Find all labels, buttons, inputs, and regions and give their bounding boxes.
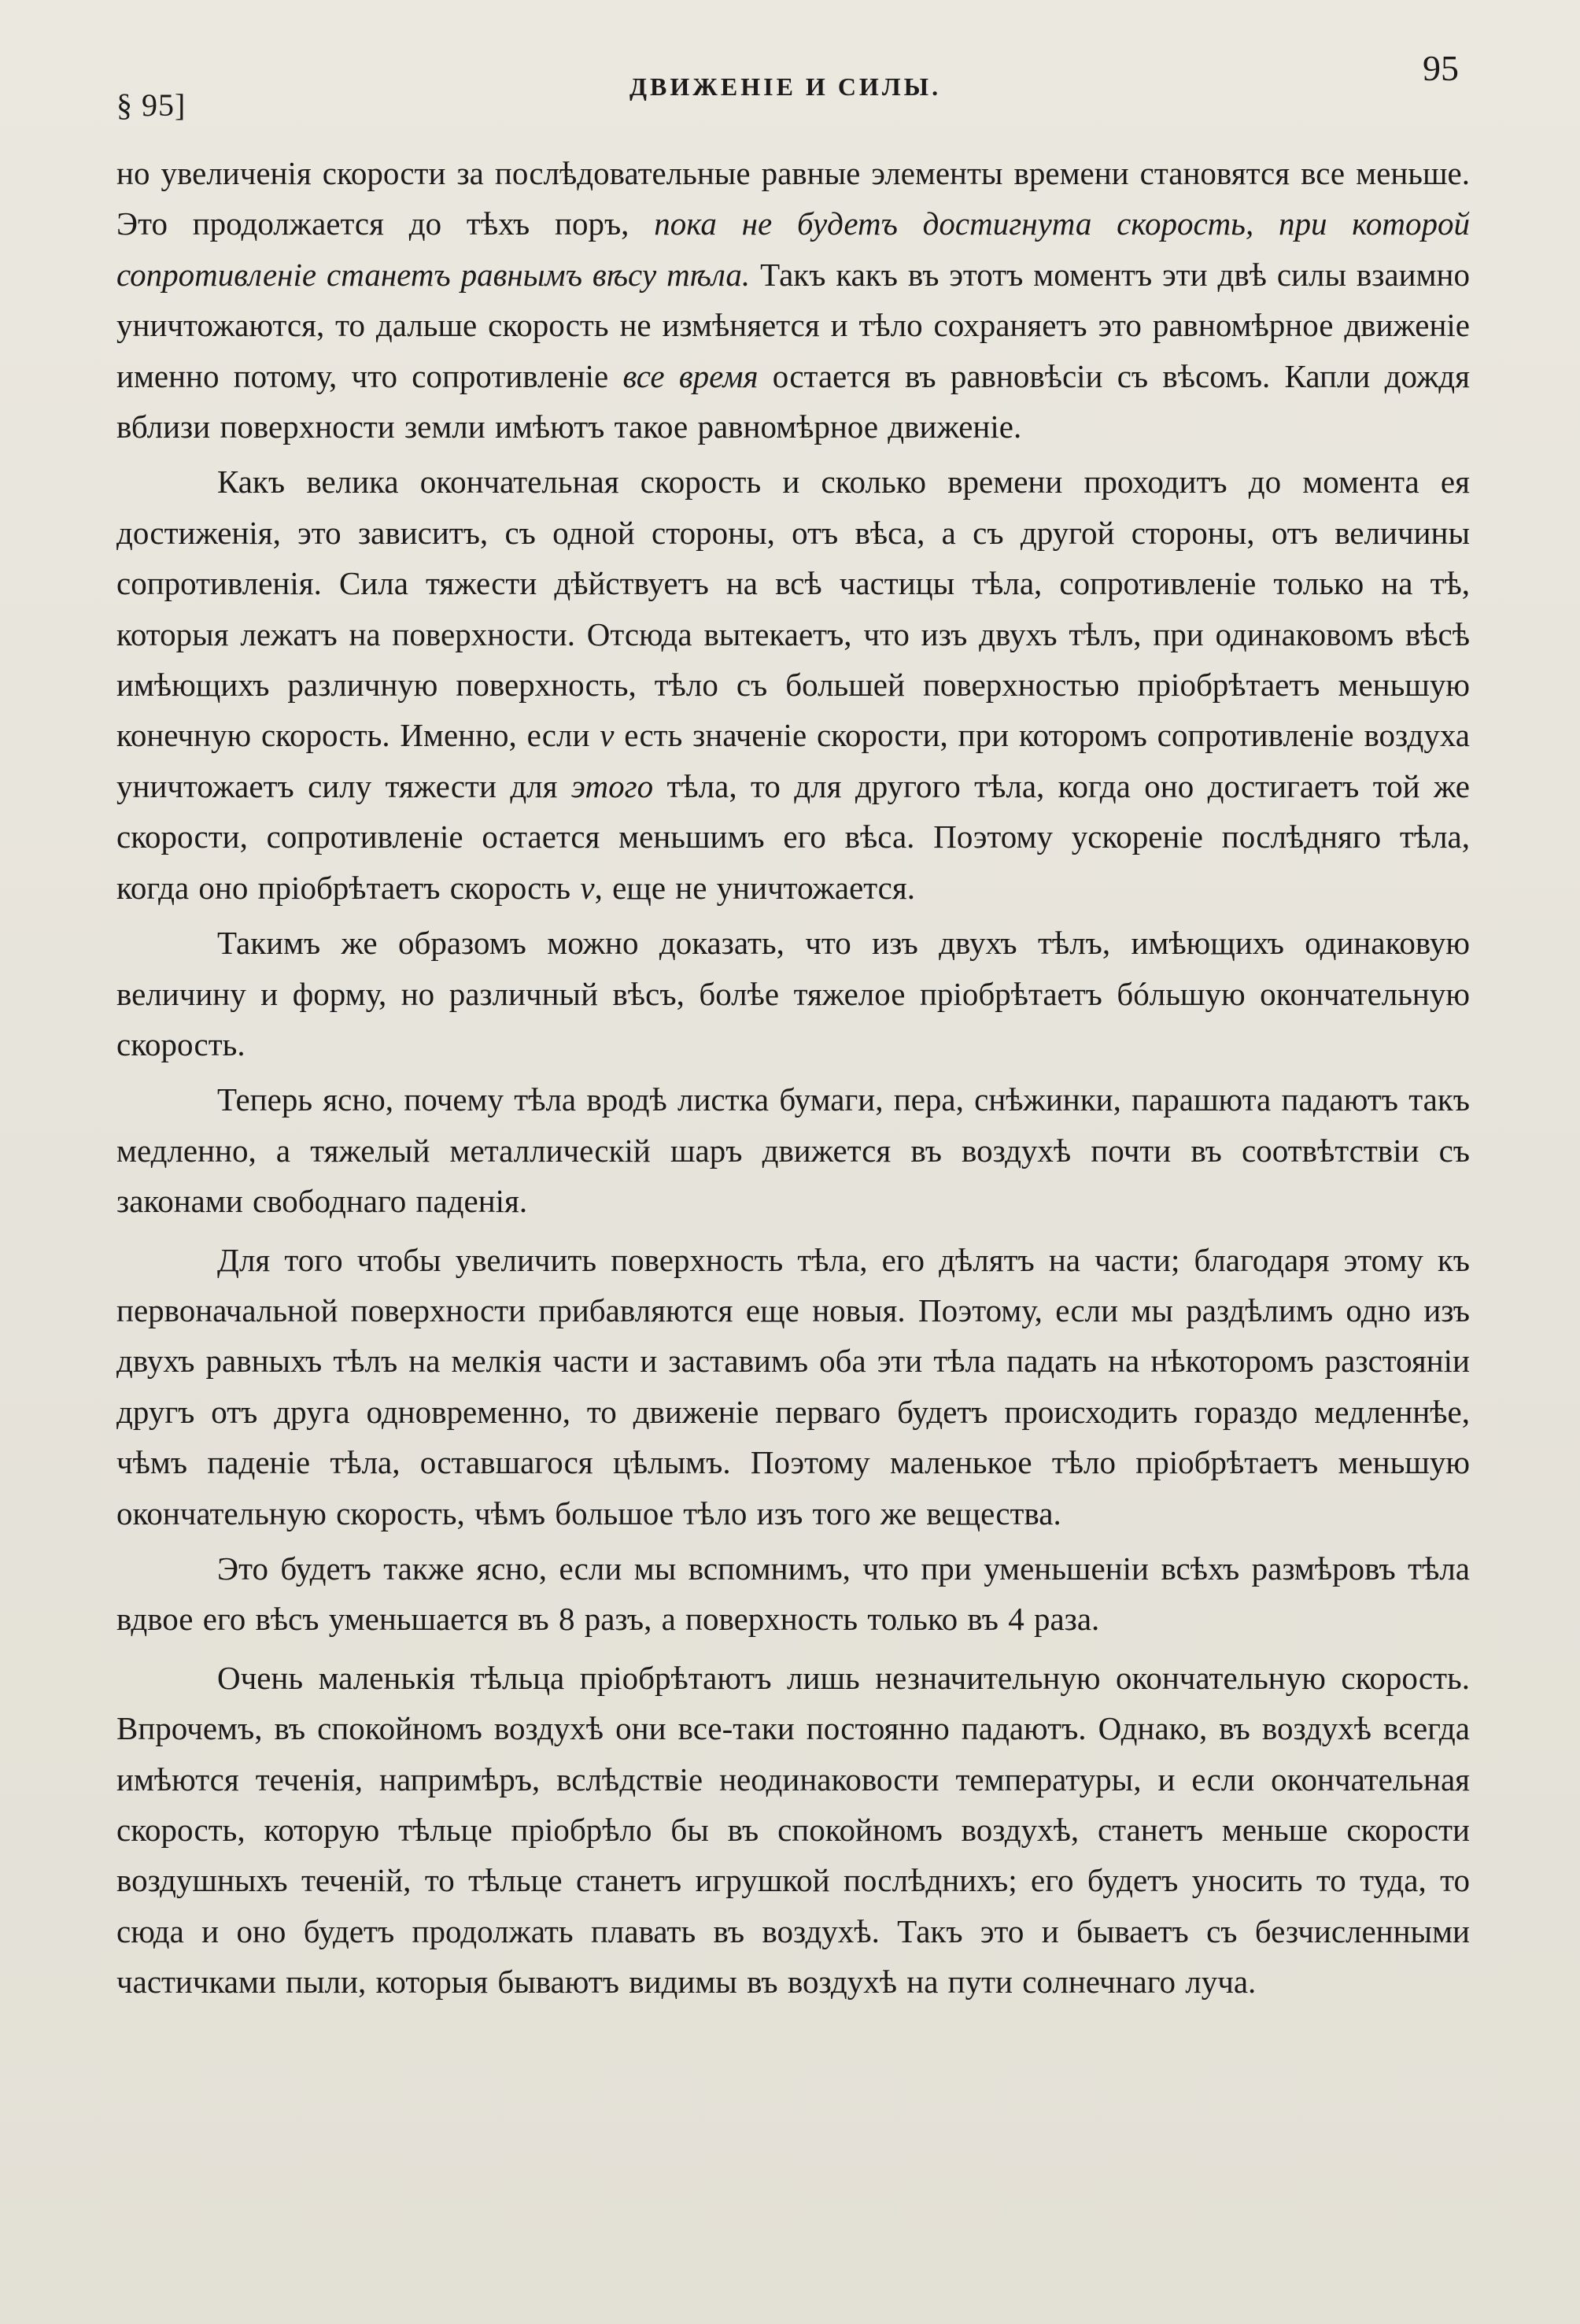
text-run-italic: пока не будетъ достигнута скорость, при которой сопротивленіе станетъ равнымъ вѣсу тѣла. bbox=[116, 205, 1470, 293]
text-run-italic: v bbox=[600, 717, 615, 754]
text-run: Такъ какъ въ этотъ моментъ эти двѣ силы взаимно уничтожаются, то дальше скорость не измѣняется и тѣло сохраняетъ это равномѣрное движеніе именно потому, что сопротивленіе bbox=[116, 256, 1470, 394]
text-run: остается въ равновѣсіи съ вѣсомъ. Капли дождя вблизи поверхности земли имѣютъ такое равномѣрное движеніе. bbox=[116, 357, 1470, 445]
text-run: но увеличенія скорости за послѣдовательные равные элементы времени становятся все меньше. Это продолжается до тѣхъ поръ, bbox=[116, 155, 1470, 242]
paragraph bbox=[116, 148, 1470, 452]
running-title: ДВИЖЕНІЕ И СИЛЫ. bbox=[629, 72, 942, 101]
text-run: тѣла, то для другого тѣла, когда оно достигаетъ той же скорости, сопротивленіе остается меньшимъ его вѣса. Поэтому ускореніе послѣдняго тѣла, когда оно пріобрѣтаетъ скорость bbox=[116, 767, 1470, 906]
paragraph bbox=[116, 918, 1470, 1070]
page-number: 95 bbox=[1423, 48, 1459, 88]
body-text bbox=[116, 148, 1470, 2012]
page-header bbox=[0, 0, 1580, 157]
text-run: Какъ велика окончательная скорость и сколько времени проходитъ до момента ея достиженія, это зависитъ, съ одной стороны, отъ вѣса, а съ другой стороны, отъ величины сопротивленія. Сила тяжести дѣйствуетъ на всѣ частицы тѣла, сопротивленіе только на тѣ, которыя лежатъ на поверхности. Отсюда вытекаетъ, что изъ двухъ тѣлъ, при одинаковомъ вѣсѣ имѣющихъ различную поверхность, тѣло съ большей поверхностью пріобрѣтаетъ меньшую конечную скорость. Именно, если bbox=[116, 464, 1470, 754]
paragraph bbox=[116, 1074, 1470, 1226]
text-run: , еще не уничтожается. bbox=[594, 869, 915, 906]
paragraph bbox=[116, 1653, 1470, 2008]
text-run: Теперь ясно, почему тѣла вродѣ листка бумаги, пера, снѣжинки, парашюта падаютъ такъ медленно, а тяжелый металлическій шаръ движется въ воздухѣ почти въ соотвѣтствіи съ законами свободнаго паденія. bbox=[116, 1081, 1470, 1220]
text-run: Для того чтобы увеличить поверхность тѣла, его дѣлятъ на части; благодаря этому къ первоначальной поверхности прибавляются еще новыя. Поэтому, если мы раздѣлимъ одно изъ двухъ равныхъ тѣлъ на мелкія части и заставимъ оба эти тѣла падать на нѣкоторомъ разстояніи другъ отъ друга одновременно, то движеніе перваго будетъ происходить гораздо медленнѣе, чѣмъ паденіе тѣла, оставшагося цѣлымъ. Поэтому маленькое тѣло пріобрѣтаетъ меньшую окончательную скорость, чѣмъ большое тѣло изъ того же вещества. bbox=[116, 1241, 1470, 1531]
text-run-italic: v bbox=[580, 869, 595, 906]
text-run: Очень маленькія тѣльца пріобрѣтаютъ лишь незначительную окончательную скорость. Впрочемъ, въ спокойномъ воздухѣ они все-таки постоянно падаютъ. Однако, въ воздухѣ всегда имѣются теченія, напримѣръ, вслѣдствіе неодинаковости температуры, и если окончательная скорость, которую тѣльце пріобрѣло бы въ спокойномъ воздухѣ, станетъ меньше скорости воздушныхъ теченій, то тѣльце станетъ игрушкой послѣднихъ; его будетъ уносить то туда, то сюда и оно будетъ продолжать плавать въ воздухѣ. Такъ это и бываетъ съ безчисленными частичками пыли, которыя бываютъ видимы въ воздухѣ на пути солнечнаго луча. bbox=[116, 1659, 1470, 2001]
paragraph bbox=[116, 1543, 1470, 1645]
paragraph bbox=[116, 1235, 1470, 1539]
section-marker: § 95] bbox=[116, 87, 186, 123]
text-run-italic: этого bbox=[570, 767, 654, 804]
text-run: Такимъ же образомъ можно доказать, что изъ двухъ тѣлъ, имѣющихъ одинаковую величину и форму, но различный вѣсъ, болѣе тяжелое пріобрѣтаетъ бóльшую окончательную скорость. bbox=[116, 925, 1470, 1062]
text-run-italic: все время bbox=[622, 357, 759, 394]
text-run: Это будетъ также ясно, если мы вспомнимъ, что при уменьшеніи всѣхъ размѣровъ тѣла вдвое его вѣсъ уменьшается въ 8 разъ, а поверхность только въ 4 раза. bbox=[116, 1550, 1470, 1638]
text-run: есть значеніе скорости, при которомъ сопротивленіе воздуха уничтожаетъ силу тяжести для bbox=[116, 717, 1470, 804]
paragraph bbox=[116, 456, 1470, 913]
